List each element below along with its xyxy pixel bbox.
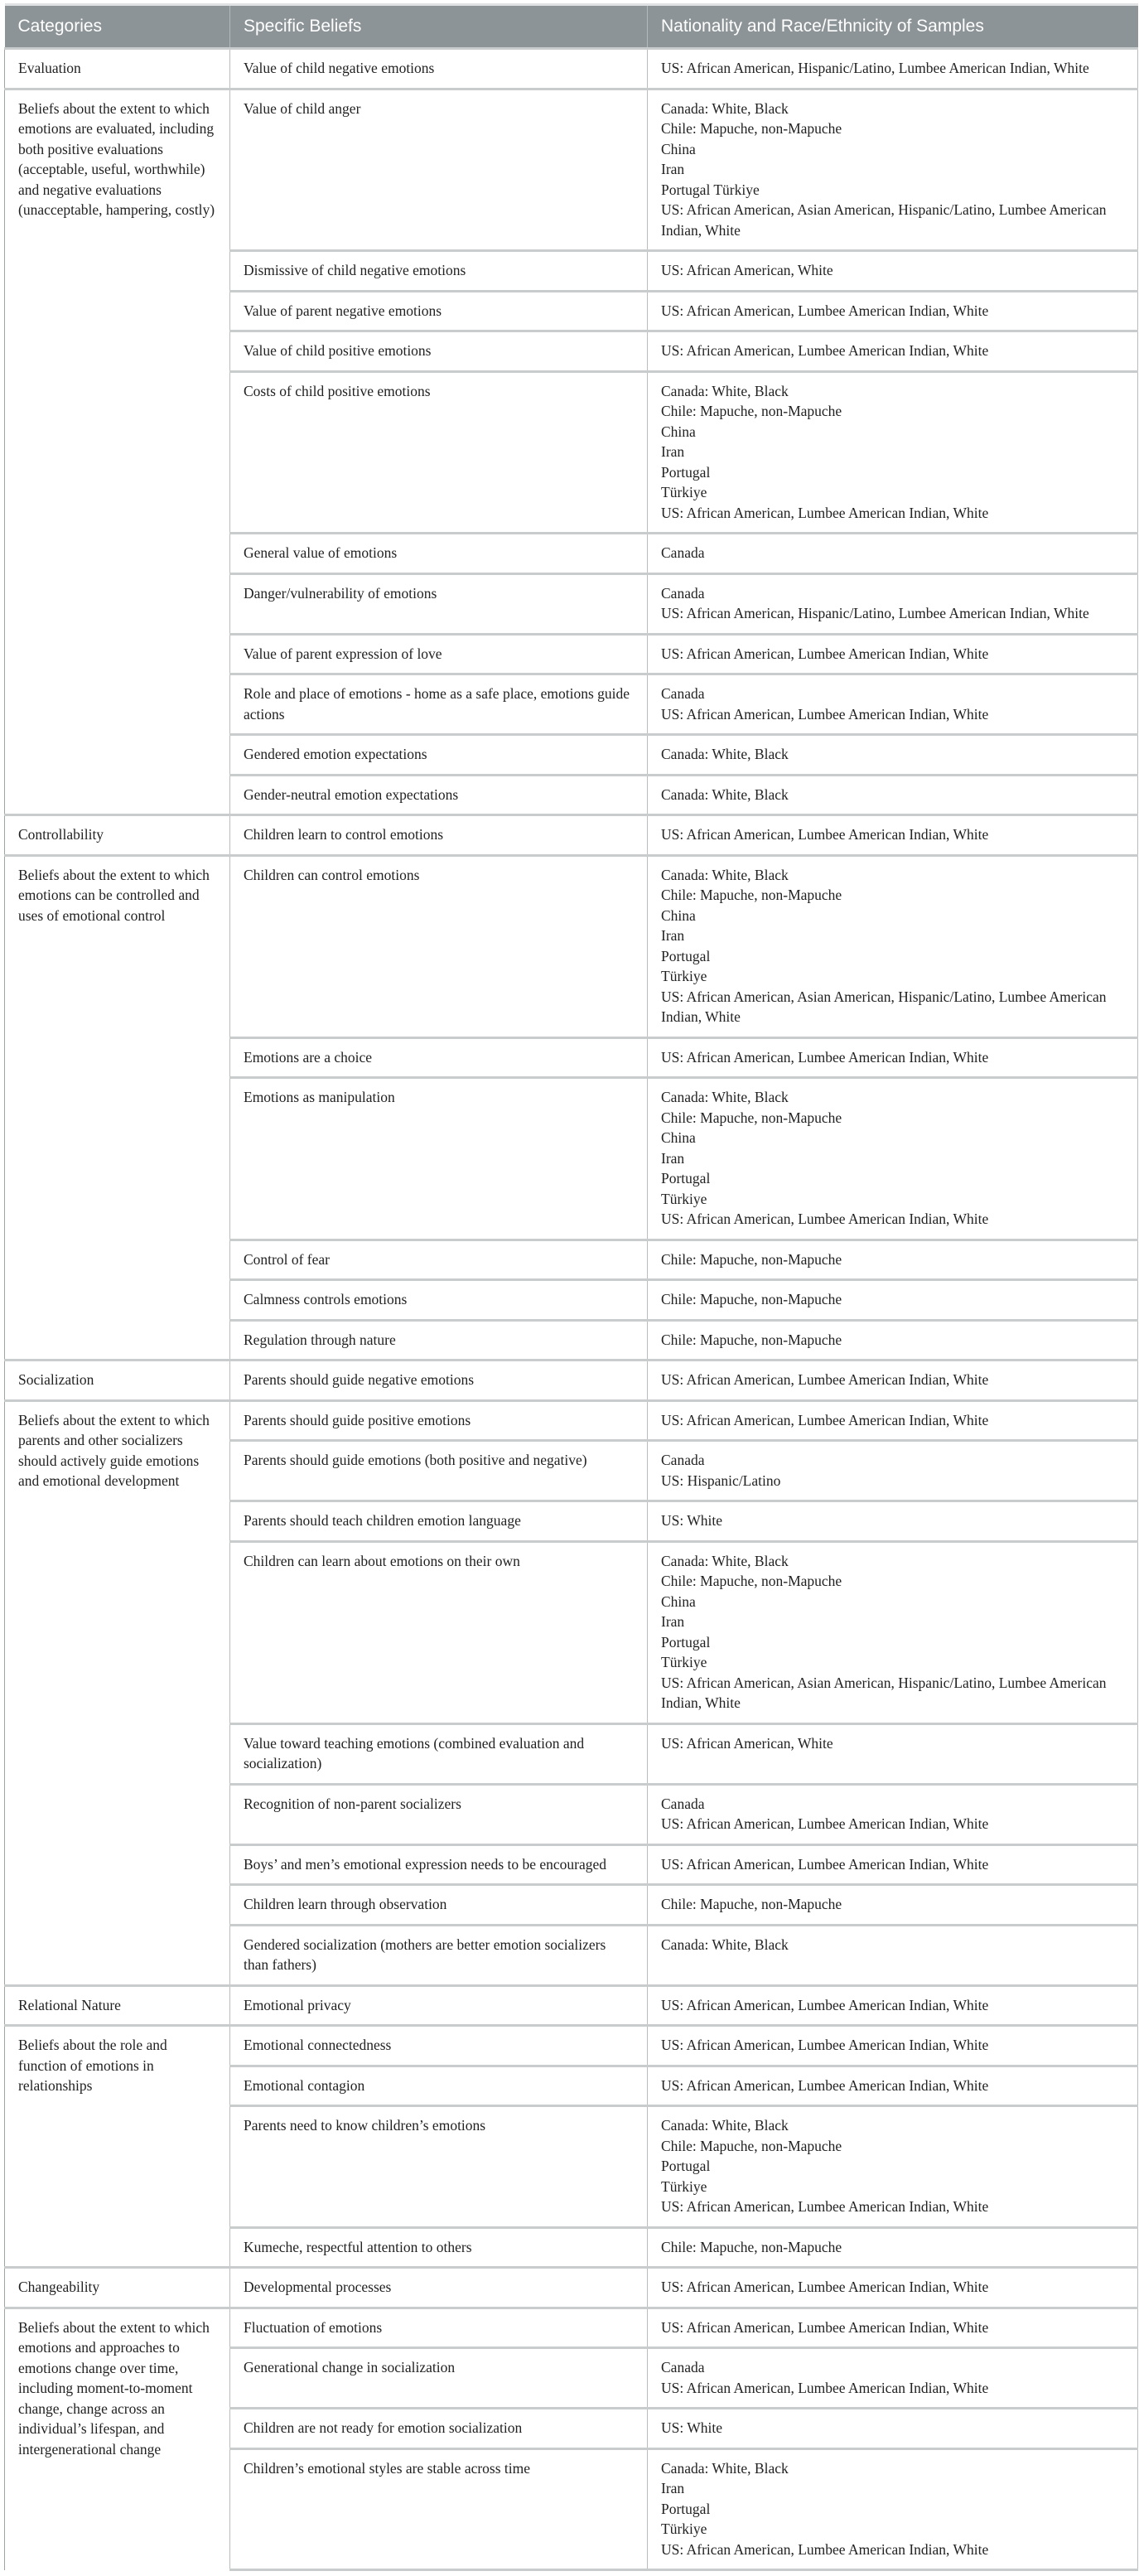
sample-line: Canada	[661, 1795, 705, 1812]
samples-cell	[648, 2409, 1138, 2449]
sample-line: US: African American, Lumbee American Indian, White	[661, 1048, 989, 1066]
samples-cell	[648, 1885, 1138, 1926]
sample-line: US: African American, Lumbee American Indian, White	[661, 2037, 989, 2053]
specific-belief: Gender-neutral emotion expectations	[230, 775, 648, 815]
category-name: Controllability	[5, 815, 230, 856]
sample-line: Canada: White, Black	[661, 382, 789, 399]
sample-line: Chile: Mapuche, non-Mapuche	[661, 887, 842, 903]
sample-line: Chile: Mapuche, non-Mapuche	[661, 1291, 842, 1307]
header-categories: Categories	[5, 5, 230, 49]
samples-cell	[648, 1320, 1138, 1360]
samples-cell	[648, 1925, 1138, 1985]
table-row	[5, 2268, 1138, 2308]
samples-cell	[648, 49, 1138, 89]
sample-line: Chile: Mapuche, non-Mapuche	[661, 403, 842, 419]
specific-belief: Children’s emotional styles are stable across time	[230, 2448, 648, 2570]
sample-line: Chile: Mapuche, non-Mapuche	[661, 1250, 842, 1268]
category-name: Relational Nature	[5, 1985, 230, 2026]
sample-line: Portugal	[661, 1633, 711, 1650]
sample-line: China	[661, 423, 696, 440]
table-row	[5, 855, 1138, 1037]
sample-line: US: White	[661, 1512, 723, 1529]
sample-line: US: African American, Lumbee American Indian, White	[661, 1855, 989, 1873]
samples-cell	[648, 2106, 1138, 2228]
sample-line: Iran	[661, 161, 685, 177]
category-description: Beliefs about the extent to which emotions can be controlled and uses of emotional control	[5, 855, 230, 1360]
samples-cell	[648, 1037, 1138, 1078]
category-description: Beliefs about the extent to which emotions are evaluated, including both positive evaluations (acceptable, useful, worthwhile) and negative evaluations (unacceptable, hampering, costly)	[5, 89, 230, 815]
samples-cell	[648, 371, 1138, 534]
specific-belief: Emotional contagion	[230, 2066, 648, 2106]
specific-belief: Role and place of emotions - home as a safe place, emotions guide actions	[230, 674, 648, 735]
specific-belief: Danger/vulnerability of emotions	[230, 573, 648, 634]
sample-line: US: African American, Asian American, Hispanic/Latino, Lumbee American Indian, White	[661, 1674, 1107, 1711]
samples-cell	[648, 1501, 1138, 1542]
category-description: Beliefs about the extent to which emotions and approaches to emotions change over time, including moment-to-moment change, change across an individual’s lifespan, and intergenerational change	[5, 2308, 230, 2570]
specific-belief: Value of child negative emotions	[230, 49, 648, 89]
samples-cell	[648, 534, 1138, 574]
sample-line: US: White	[661, 2419, 723, 2436]
sample-line: Chile: Mapuche, non-Mapuche	[661, 1109, 842, 1126]
sample-line: US: Hispanic/Latino	[661, 1472, 781, 1489]
sample-line: US: African American, White	[661, 1734, 833, 1752]
samples-cell	[648, 331, 1138, 372]
sample-line: Iran	[661, 1149, 685, 1167]
sample-line: US: African American, Lumbee American Indian, White	[661, 2279, 989, 2295]
sample-line: US: African American, Lumbee American Indian, White	[661, 342, 989, 359]
specific-belief: Generational change in socialization	[230, 2348, 648, 2409]
sample-line: Canada: White, Black	[661, 2117, 789, 2134]
specific-belief: Developmental processes	[230, 2268, 648, 2308]
sample-line: Türkiye	[661, 484, 707, 500]
sample-line: US: African American, Hispanic/Latino, Lumbee American Indian, White	[661, 605, 1089, 621]
specific-belief: Parents should guide emotions (both positive and negative)	[230, 1441, 648, 1501]
sample-line: Chile: Mapuche, non-Mapuche	[661, 1896, 842, 1912]
specific-belief: Parents should guide positive emotions	[230, 1400, 648, 1441]
sample-line: China	[661, 1592, 696, 1610]
specific-belief: Parents should teach children emotion language	[230, 1501, 648, 1542]
specific-belief: Children can control emotions	[230, 855, 648, 1037]
sample-line: US: African American, Lumbee American Indian, White	[661, 826, 989, 843]
sample-line: Türkiye	[661, 1654, 707, 1670]
specific-belief: Costs of child positive emotions	[230, 371, 648, 534]
sample-line: Canada	[661, 1452, 705, 1468]
table-header-row	[5, 5, 1138, 49]
sample-line: US: African American, Lumbee American Indian, White	[661, 2540, 989, 2558]
sample-line: US: African American, Lumbee American Indian, White	[661, 504, 989, 521]
sample-line: Chile: Mapuche, non-Mapuche	[661, 2137, 842, 2154]
sample-line: US: African American, Lumbee American Indian, White	[661, 2076, 989, 2094]
samples-cell	[648, 2227, 1138, 2268]
sample-line: US: African American, Lumbee American Indian, White	[661, 705, 989, 723]
specific-belief: Calmness controls emotions	[230, 1280, 648, 1321]
category-description: Beliefs about the role and function of emotions in relationships	[5, 2026, 230, 2268]
sample-line: Canada	[661, 2359, 705, 2375]
sample-line: US: African American, Lumbee American Indian, White	[661, 2198, 989, 2215]
specific-belief: Gendered emotion expectations	[230, 735, 648, 776]
samples-cell	[648, 2448, 1138, 2570]
sample-line: Türkiye	[661, 2520, 707, 2537]
samples-cell	[648, 855, 1138, 1037]
specific-belief: Regulation through nature	[230, 1320, 648, 1360]
sample-line: Canada	[661, 544, 705, 561]
table-row	[5, 1400, 1138, 1441]
sample-line: Portugal	[661, 2500, 711, 2517]
sample-line: US: African American, Lumbee American Indian, White	[661, 2379, 989, 2396]
samples-cell	[648, 775, 1138, 815]
sample-line: Canada	[661, 685, 705, 702]
sample-line: Portugal	[661, 2158, 711, 2174]
samples-cell	[648, 251, 1138, 292]
sample-line: Chile: Mapuche, non-Mapuche	[661, 2238, 842, 2255]
sample-line: US: African American, Lumbee American Indian, White	[661, 2318, 989, 2336]
samples-cell	[648, 674, 1138, 735]
specific-belief: Children learn through observation	[230, 1885, 648, 1926]
samples-cell	[648, 634, 1138, 674]
table-row	[5, 1360, 1138, 1401]
specific-belief: Fluctuation of emotions	[230, 2308, 648, 2348]
sample-line: Canada: White, Black	[661, 746, 789, 762]
samples-cell	[648, 1280, 1138, 1321]
sample-line: Canada: White, Black	[661, 2459, 789, 2477]
specific-belief: Value toward teaching emotions (combined evaluation and socialization)	[230, 1723, 648, 1784]
sample-line: Iran	[661, 927, 685, 944]
sample-line: Canada: White, Black	[661, 1089, 789, 1105]
sample-line: US: African American, Lumbee American Indian, White	[661, 645, 989, 662]
sample-line: China	[661, 906, 696, 924]
specific-belief: Children can learn about emotions on their own	[230, 1541, 648, 1723]
table-row	[5, 2308, 1138, 2348]
sample-line: US: African American, Lumbee American Indian, White	[661, 1211, 989, 1227]
table-row	[5, 49, 1138, 89]
sample-line: US: African American, Lumbee American Indian, White	[661, 1371, 989, 1388]
sample-line: Canada	[661, 584, 705, 602]
header-specific-beliefs: Specific Beliefs	[230, 5, 648, 49]
samples-cell	[648, 573, 1138, 634]
sample-line: Canada: White, Black	[661, 785, 789, 803]
samples-cell	[648, 2026, 1138, 2066]
specific-belief: Children are not ready for emotion socialization	[230, 2409, 648, 2449]
sample-line: Iran	[661, 443, 685, 460]
sample-line: Portugal	[661, 947, 711, 964]
specific-belief: Emotions are a choice	[230, 1037, 648, 1078]
sample-line: US: African American, Lumbee American Indian, White	[661, 1815, 989, 1832]
samples-cell	[648, 2348, 1138, 2409]
sample-line: Portugal	[661, 463, 711, 481]
specific-belief: Recognition of non-parent socializers	[230, 1784, 648, 1844]
specific-belief: Value of parent expression of love	[230, 634, 648, 674]
specific-belief: Parents should guide negative emotions	[230, 1360, 648, 1401]
sample-line: Portugal	[661, 1170, 711, 1187]
sample-line: US: African American, Asian American, Hispanic/Latino, Lumbee American Indian, White	[661, 988, 1107, 1025]
specific-belief: General value of emotions	[230, 534, 648, 574]
specific-belief: Emotional connectedness	[230, 2026, 648, 2066]
samples-cell	[648, 2066, 1138, 2106]
samples-cell	[648, 2308, 1138, 2348]
sample-line: China	[661, 140, 696, 157]
samples-cell	[648, 735, 1138, 776]
table-row	[5, 815, 1138, 856]
specific-belief: Parents need to know children’s emotions	[230, 2106, 648, 2228]
specific-belief: Gendered socialization (mothers are better emotion socializers than fathers)	[230, 1925, 648, 1985]
specific-belief: Children learn to control emotions	[230, 815, 648, 856]
samples-cell	[648, 1360, 1138, 1401]
sample-line: Chile: Mapuche, non-Mapuche	[661, 1573, 842, 1589]
samples-cell	[648, 291, 1138, 331]
table-row	[5, 1985, 1138, 2026]
specific-belief: Emotional privacy	[230, 1985, 648, 2026]
specific-belief: Control of fear	[230, 1240, 648, 1280]
sample-line: Chile: Mapuche, non-Mapuche	[661, 120, 842, 137]
category-description: Beliefs about the extent to which parents and other socializers should actively guide emotions and emotional development	[5, 1400, 230, 1985]
sample-line: Türkiye	[661, 2177, 707, 2195]
sample-line: US: African American, Lumbee American Indian, White	[661, 302, 989, 319]
table-row	[5, 89, 1138, 251]
sample-line: US: African American, Hispanic/Latino, Lumbee American Indian, White	[661, 60, 1089, 76]
sample-line: US: African American, Lumbee American Indian, White	[661, 1996, 989, 2013]
sample-line: Türkiye	[661, 1190, 707, 1207]
samples-cell	[648, 2268, 1138, 2308]
samples-cell	[648, 815, 1138, 856]
category-name: Changeability	[5, 2268, 230, 2308]
specific-belief: Emotions as manipulation	[230, 1078, 648, 1240]
samples-cell	[648, 1441, 1138, 1501]
samples-cell	[648, 1844, 1138, 1885]
samples-cell	[648, 89, 1138, 251]
sample-line: China	[661, 1129, 696, 1146]
sample-line: US: African American, Asian American, Hispanic/Latino, Lumbee American Indian, White	[661, 201, 1107, 239]
specific-belief: Value of parent negative emotions	[230, 291, 648, 331]
samples-cell	[648, 1078, 1138, 1240]
samples-cell	[648, 1723, 1138, 1784]
sample-line: Türkiye	[661, 968, 707, 984]
specific-belief: Kumeche, respectful attention to others	[230, 2227, 648, 2268]
specific-belief: Value of child positive emotions	[230, 331, 648, 372]
sample-line: US: African American, White	[661, 262, 833, 278]
sample-line: Canada: White, Black	[661, 866, 789, 883]
sample-line: Canada: White, Black	[661, 1552, 789, 1569]
category-name: Socialization	[5, 1360, 230, 1401]
samples-cell	[648, 1985, 1138, 2026]
beliefs-table	[4, 3, 1138, 2571]
sample-line: Iran	[661, 1613, 685, 1630]
table-body	[5, 49, 1138, 2570]
sample-line: Canada: White, Black	[661, 1936, 789, 1953]
samples-cell	[648, 1784, 1138, 1844]
sample-line: Chile: Mapuche, non-Mapuche	[661, 1331, 842, 1348]
header-samples: Nationality and Race/Ethnicity of Samples	[648, 5, 1138, 49]
category-name: Evaluation	[5, 49, 230, 89]
sample-line: Canada: White, Black	[661, 99, 789, 117]
samples-cell	[648, 1541, 1138, 1723]
specific-belief: Boys’ and men’s emotional expression needs to be encouraged	[230, 1844, 648, 1885]
sample-line: Iran	[661, 2480, 685, 2496]
samples-cell	[648, 1240, 1138, 1280]
specific-belief: Dismissive of child negative emotions	[230, 251, 648, 292]
specific-belief: Value of child anger	[230, 89, 648, 251]
table-row	[5, 2026, 1138, 2066]
sample-line: Portugal Türkiye	[661, 181, 760, 198]
samples-cell	[648, 1400, 1138, 1441]
sample-line: US: African American, Lumbee American Indian, White	[661, 1411, 989, 1428]
